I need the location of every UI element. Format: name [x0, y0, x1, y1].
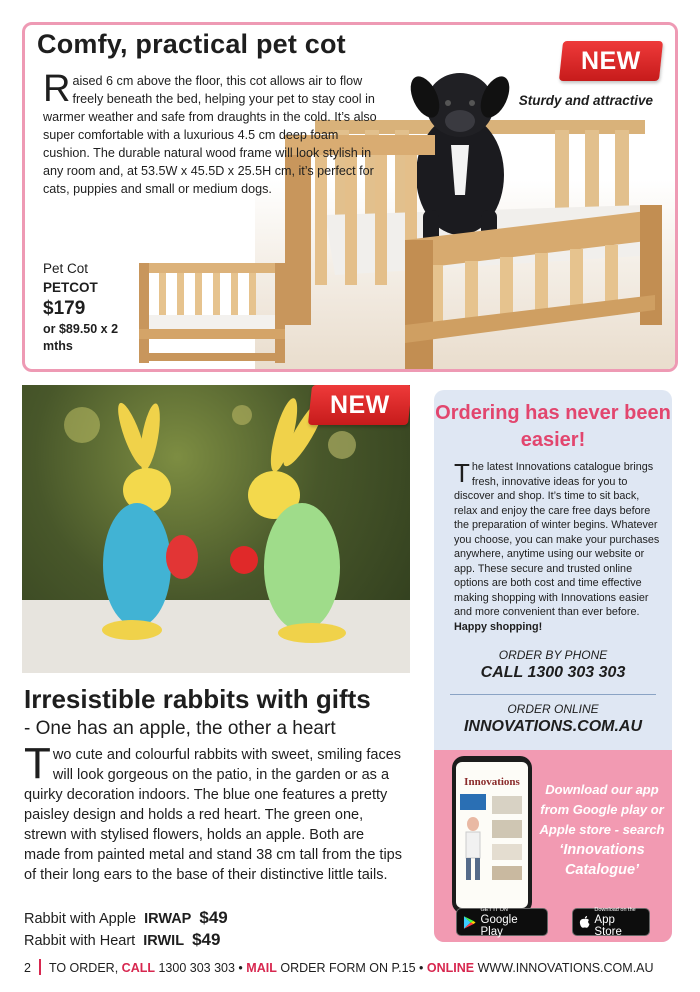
order-by-phone-label: ORDER BY PHONE	[498, 648, 608, 662]
pet-cot-caption: Sturdy and attractive	[518, 93, 653, 108]
order-phone-number[interactable]: CALL 1300 303 303	[480, 664, 626, 681]
pet-cot-description: Raised 6 cm above the floor, this cot allows air to flow freely beneath the bed, helping your pet to stay cool in warmer weather and safe from draughts in the cold. It’s also super comfortable with a luxurious 4.5 cm deep foam cushion. The durable natural wood frame will look stylish in any room and, at 53.5W x 45.5D x 25.5H cm, it’s perfect for cats, puppies and small or medium dogs.	[43, 68, 377, 196]
apple-icon	[579, 915, 590, 929]
product-price: $179	[43, 298, 86, 319]
pet-cot-section	[22, 22, 678, 372]
product-price: $49	[199, 908, 228, 927]
app-brand-logo: Innovations	[464, 776, 520, 788]
product-line-apple	[24, 908, 228, 928]
rabbits-photo	[22, 385, 410, 673]
new-badge: NEW	[308, 385, 410, 425]
order-online-url[interactable]: INNOVATIONS.COM.AU	[463, 718, 643, 735]
divider	[450, 694, 656, 695]
order-online-label: ORDER ONLINE	[507, 702, 599, 716]
google-play-button[interactable]: GET IT ON Google Play	[456, 908, 548, 936]
product-name: Pet Cot	[43, 261, 89, 276]
app-store-button[interactable]: Download on the App Store	[572, 908, 650, 936]
dropcap: T	[24, 739, 51, 788]
rabbits-title: Irresistible rabbits with gifts	[24, 684, 371, 714]
app-download-area	[434, 750, 672, 942]
page-number: 2	[24, 961, 31, 975]
ordering-panel	[434, 390, 672, 942]
rabbits-subtitle: - One has an apple, the other a heart	[24, 718, 336, 739]
product-code: IRWIL	[143, 933, 185, 949]
product-line-heart	[24, 930, 220, 950]
product-name: Rabbit with Heart	[24, 933, 136, 949]
product-price: $49	[192, 930, 221, 949]
rabbits-description: Two cute and colourful rabbits with sweet, smiling faces will look gorgeous on the patio, in the garden or as a quirky decoration indoors. The blue one features a pretty paisley design and holds a red heart. The green one, strewn with stylised flowers, holds an apple. Both are made from painted metal and stand 38 cm tall from the tips of their long ears to the base of their distinctive little tails.	[24, 739, 402, 883]
new-badge: NEW	[559, 41, 663, 81]
ordering-title: Ordering has never been easier!	[435, 402, 671, 451]
dropcap: T	[454, 458, 470, 488]
footer-divider	[39, 959, 41, 975]
pet-cot-title: Comfy, practical pet cot	[37, 29, 346, 59]
dropcap: R	[43, 68, 71, 110]
closing-text: Happy shopping!	[454, 620, 543, 633]
footer-url[interactable]: WWW.INNOVATIONS.COM.AU	[477, 961, 654, 975]
product-code: PETCOT	[43, 280, 98, 295]
phone-screen	[456, 762, 528, 908]
ordering-text: The latest Innovations catalogue brings fresh, innovative ideas for you to discover and shop. It’s time to sit back, relax and enjoy the care free days before the preparation of winter begins. Whatever you choose, you can make your purchases anywhere, anytime using our website or app. These secure and trusted online options are both cost and time effective making shopping with Innovations easier and more convenient than ever before. Happy shopping!	[454, 458, 660, 633]
small-cot-image	[133, 257, 291, 367]
product-code: IRWAP	[144, 911, 192, 927]
product-name: Rabbit with Apple	[24, 911, 137, 927]
rabbits-image	[22, 385, 410, 673]
phone-mockup	[452, 756, 532, 914]
app-download-text: Download our app from Google play or Apple store - search ‘Innovations Catalogue’	[539, 782, 665, 878]
google-play-icon	[463, 915, 477, 930]
page-footer: 2 TO ORDER, CALL 1300 303 303 • MAIL ORDER FORM ON P.15 • ONLINE WWW.INNOVATIONS.COM.AU	[24, 961, 654, 975]
product-installment: or $89.50 x 2 mths	[43, 322, 119, 353]
catalogue-preview-icon	[456, 762, 528, 892]
footer-phone[interactable]: 1300 303 303 •	[158, 961, 243, 975]
